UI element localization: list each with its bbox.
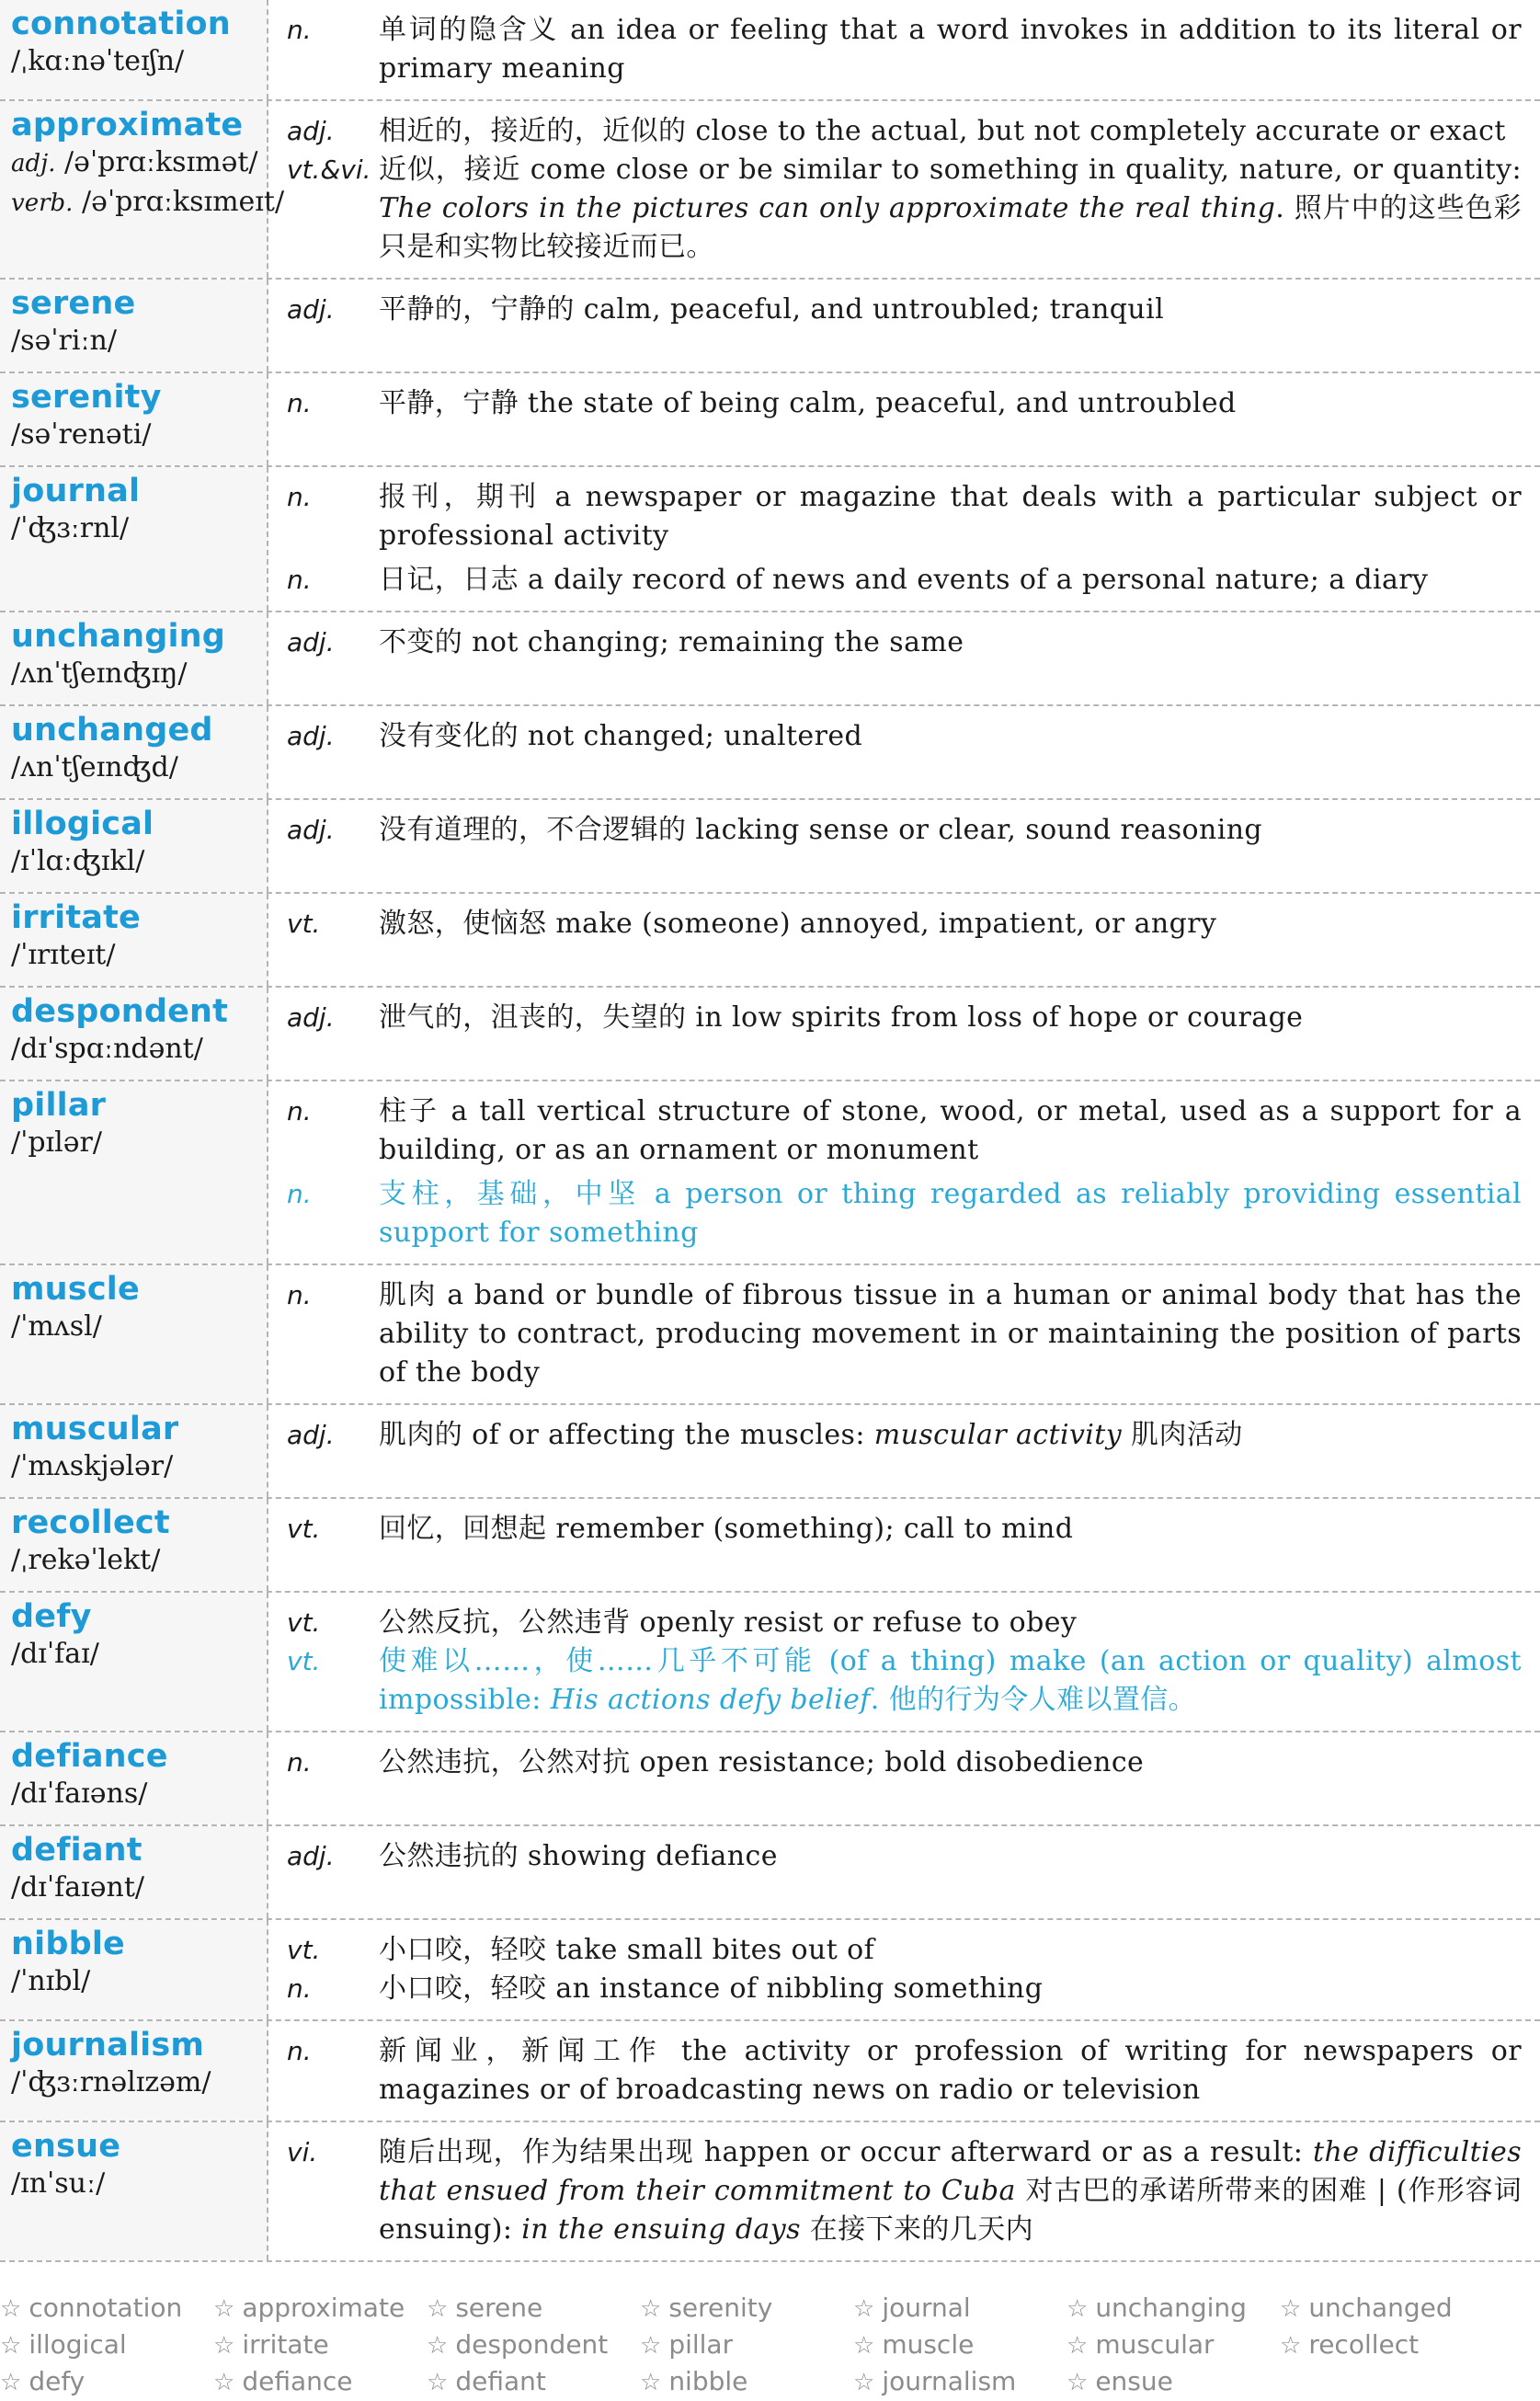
entry-serenity [0, 372, 1540, 465]
index-item-pillar[interactable] [640, 2327, 853, 2363]
part-of-speech: vt.&vi. [287, 154, 371, 185]
headword: approximate [11, 107, 244, 143]
part-of-speech: n. [287, 482, 312, 512]
index-word: journal [882, 2292, 971, 2323]
index-item-nibble[interactable] [640, 2363, 853, 2400]
entry-muscle [0, 1263, 1540, 1403]
definition [379, 905, 1522, 943]
senses-column [268, 988, 1540, 1080]
star-icon: ☆ [1067, 2369, 1089, 2396]
star-icon: ☆ [0, 2369, 22, 2396]
definition-text: 日记，日志 a daily record of news and events of a personal nature; a diary [379, 564, 1429, 596]
part-of-speech: n. [287, 565, 312, 595]
part-of-speech: vi. [287, 2137, 318, 2167]
senses-column [268, 800, 1540, 892]
star-icon: ☆ [0, 2295, 22, 2323]
phonetic-line [11, 655, 267, 693]
definition-text: 相近的，接近的，近似的 close to the actual, but not completely accurate or exact [379, 115, 1506, 147]
sense [268, 1642, 1522, 1720]
word-column [0, 280, 268, 372]
index-item-unchanged[interactable] [1280, 2290, 1493, 2327]
definition [379, 1931, 1522, 1970]
word-column [0, 2122, 268, 2260]
part-of-speech: adj. [287, 116, 335, 146]
definition-text: 小口咬，轻咬 take small bites out of [379, 1934, 875, 1966]
senses-column [268, 706, 1540, 798]
index-word: defiant [455, 2366, 546, 2396]
phonetic-line [11, 1635, 267, 1674]
phonetic-line [11, 936, 267, 975]
definition [379, 811, 1522, 850]
part-of-speech: adj. [287, 294, 335, 325]
star-icon: ☆ [1280, 2295, 1302, 2323]
senses-column [268, 612, 1540, 704]
index-word: recollect [1308, 2329, 1420, 2360]
star-icon: ☆ [213, 2369, 235, 2396]
index-word: unchanged [1308, 2292, 1453, 2323]
example-text: the difficulties that ensued from their commitment to Cuba [379, 2136, 1523, 2207]
definition-text: 柱子 a tall vertical structure of stone, wood, or metal, used as a support for a building, or as an ornament or monument [379, 1095, 1522, 1166]
index-word: unchanging [1095, 2292, 1247, 2323]
definition-text: 单词的隐含义 an idea or feeling that a word invokes in addition to its literal or primary meaning [379, 14, 1522, 85]
star-icon: ☆ [640, 2295, 662, 2323]
word-column [0, 988, 268, 1080]
senses-column [268, 894, 1540, 986]
sense [268, 151, 1522, 267]
definition-text: 公然违抗的 showing defiance [379, 1840, 778, 1872]
definition-text: 随后出现，作为结果出现 happen or occur afterward or as a result: [379, 2136, 1314, 2168]
word-column [0, 2021, 268, 2121]
part-of-speech: adj. [287, 1002, 335, 1033]
phonetic-line [11, 2165, 267, 2203]
part-of-speech: adj. [287, 721, 335, 751]
word-column [0, 1920, 268, 2019]
index-item-muscle[interactable] [853, 2327, 1067, 2363]
definition-text: 对古巴的承诺所带来的困难 | (作形容词 ensuing): [379, 2175, 1522, 2246]
part-of-speech: adj. [287, 1841, 335, 1871]
word-column [0, 1081, 268, 1263]
part-of-speech: adj. [287, 627, 335, 657]
word-column [0, 1826, 268, 1918]
phonetic-ipa: /ˈmʌsl/ [11, 1310, 102, 1343]
index-word: connotation [29, 2292, 183, 2323]
word-column [0, 612, 268, 704]
part-of-speech: vt. [287, 909, 321, 939]
part-of-speech: vt. [287, 1935, 321, 1965]
senses-column [268, 0, 1540, 99]
headword: illogical [11, 806, 154, 842]
index-word: pillar [668, 2329, 734, 2360]
definition-text: 小口咬，轻咬 an instance of nibbling something [379, 1972, 1044, 2005]
senses-column [268, 101, 1540, 278]
entry-defy [0, 1591, 1540, 1731]
senses-column [268, 280, 1540, 372]
phonetic-line [11, 1030, 267, 1069]
phonetic-ipa: /ˈɪrɪteɪt/ [11, 939, 116, 971]
senses-column [268, 467, 1540, 611]
sense [268, 561, 1522, 600]
definition [379, 2133, 1522, 2249]
headword: nibble [11, 1926, 125, 1962]
headword: muscle [11, 1271, 140, 1308]
definition [379, 717, 1522, 756]
entry-connotation [0, 0, 1540, 99]
definition-text: . 他的行为令人难以置信。 [870, 1684, 1197, 1716]
index-word: illogical [29, 2329, 127, 2360]
phonetic-pos: verb. [11, 189, 74, 217]
word-column [0, 706, 268, 798]
headword: unchanging [11, 618, 226, 655]
entry-journal [0, 465, 1540, 611]
index-word: serenity [668, 2292, 773, 2323]
word-column [0, 1265, 268, 1403]
sense [268, 11, 1522, 88]
senses-column [268, 1405, 1540, 1497]
entry-defiant [0, 1824, 1540, 1918]
word-column [0, 800, 268, 892]
sense [268, 717, 1522, 756]
senses-column [268, 1265, 1540, 1403]
index-item-serene[interactable] [427, 2290, 640, 2327]
phonetic-pos: adj. [11, 150, 56, 177]
definition [379, 478, 1522, 555]
phonetic-ipa: /ˌkɑːnəˈteɪʃn/ [11, 45, 185, 77]
phonetic-ipa: /səˈrenəti/ [11, 418, 152, 451]
entry-ensue [0, 2121, 1540, 2260]
headword: journalism [11, 2027, 205, 2064]
phonetic-line [11, 1775, 267, 1813]
index-item-recollect[interactable] [1280, 2327, 1493, 2363]
index-word: muscular [1095, 2329, 1215, 2360]
headword: despondent [11, 993, 229, 1030]
star-icon: ☆ [853, 2295, 875, 2323]
phonetic-line [11, 183, 285, 223]
entry-unchanging [0, 611, 1540, 704]
word-column [0, 0, 268, 99]
part-of-speech: n. [287, 1973, 312, 2004]
headword: pillar [11, 1087, 107, 1124]
phonetic-line [11, 1869, 267, 1907]
phonetic-ipa: /əˈprɑːksɪmeɪt/ [81, 186, 285, 218]
index-word: ensue [1095, 2366, 1173, 2396]
phonetic-ipa: /dɪˈfaɪəns/ [11, 1778, 148, 1810]
index-word: defiance [242, 2366, 353, 2396]
definition [379, 291, 1522, 329]
sense [268, 1416, 1522, 1455]
headword: defy [11, 1598, 92, 1635]
index-item-defiant[interactable] [427, 2363, 640, 2400]
sense [268, 2032, 1522, 2109]
phonetic-ipa: /ʌnˈtʃeɪnʤɪŋ/ [11, 657, 188, 690]
index-item-ensue[interactable] [1067, 2363, 1280, 2400]
senses-column [268, 1826, 1540, 1918]
index-item-unchanging[interactable] [1067, 2290, 1280, 2327]
star-icon: ☆ [1067, 2332, 1089, 2360]
phonetic-ipa: /səˈriːn/ [11, 325, 117, 357]
index-row [0, 2327, 1540, 2363]
definition [379, 1175, 1522, 1252]
part-of-speech: adj. [287, 815, 335, 845]
definition [379, 2032, 1522, 2109]
phonetic-line [11, 416, 267, 454]
entry-serene [0, 278, 1540, 372]
headword: recollect [11, 1504, 170, 1541]
definition-text: 使难以……，使……几乎不可能 (of a thing) make (an action or quality) almost impossible: [379, 1645, 1522, 1716]
senses-column [268, 1920, 1540, 2019]
star-icon: ☆ [853, 2369, 875, 2396]
definition-text: 平静，宁静 the state of being calm, peaceful, and untroubled [379, 387, 1237, 419]
phonetic-ipa: /dɪˈfaɪ/ [11, 1638, 99, 1670]
phonetic-line [11, 143, 267, 183]
sense [268, 1837, 1522, 1876]
definition-text: 激怒，使恼怒 make (someone) annoyed, impatient, or angry [379, 908, 1217, 940]
definition [379, 1642, 1522, 1720]
definition [379, 1604, 1522, 1642]
senses-column [268, 2122, 1540, 2260]
part-of-speech: n. [287, 1096, 312, 1126]
index-item-illogical[interactable] [0, 2327, 213, 2363]
phonetic-ipa: /ʌnˈtʃeɪnʤd/ [11, 751, 178, 783]
sense [268, 1175, 1522, 1252]
sense [268, 1510, 1522, 1549]
entry-illogical [0, 798, 1540, 892]
phonetic-line [11, 1447, 267, 1486]
sense [268, 1604, 1522, 1642]
index-word: muscle [882, 2329, 975, 2360]
word-column [0, 467, 268, 611]
part-of-speech: adj. [287, 1420, 335, 1450]
definition-text: 回忆，回想起 remember (something); call to mind [379, 1513, 1074, 1545]
star-icon: ☆ [1067, 2295, 1089, 2323]
entry-irritate [0, 892, 1540, 986]
phonetic-line [11, 1124, 267, 1162]
definition-text: 公然违抗，公然对抗 open resistance; bold disobedience [379, 1746, 1145, 1778]
index-item-irritate[interactable] [213, 2327, 427, 2363]
phonetic-ipa: /dɪˈspɑːndənt/ [11, 1033, 203, 1065]
phonetic-line [11, 2064, 267, 2102]
star-icon: ☆ [213, 2332, 235, 2360]
definition-text: 新闻业，新闻工作 the activity or profession of writing for newspapers or magazines or of broadcasting news on radio or television [379, 2035, 1522, 2106]
definition [379, 112, 1522, 151]
index-word: despondent [455, 2329, 609, 2360]
headword: defiant [11, 1832, 143, 1869]
example-text: muscular activity [873, 1419, 1123, 1451]
phonetic-line [11, 842, 267, 881]
phonetic-line [11, 42, 267, 81]
word-column [0, 101, 285, 278]
definition-text: 近似，接近 come close or be similar to something in quality, nature, or quantity: [379, 154, 1522, 186]
word-index [0, 2290, 1540, 2400]
entry-pillar [0, 1080, 1540, 1263]
sense [268, 478, 1522, 555]
senses-column [268, 1732, 1540, 1824]
definition [379, 1970, 1522, 2008]
definition-text: 没有道理的，不合逻辑的 lacking sense or clear, sound reasoning [379, 814, 1263, 846]
headword: ensue [11, 2128, 121, 2165]
part-of-speech: n. [287, 2036, 312, 2066]
index-row [0, 2363, 1540, 2400]
definition [379, 1510, 1522, 1549]
index-item-connotation[interactable] [0, 2290, 213, 2327]
definition-text: 肌肉活动 [1122, 1419, 1243, 1451]
word-column [0, 373, 268, 465]
phonetic-ipa: /ˌrekəˈlekt/ [11, 1544, 161, 1576]
entry-journalism [0, 2019, 1540, 2121]
headword: irritate [11, 899, 141, 936]
example-text: in the ensuing days [521, 2213, 801, 2246]
sense [268, 811, 1522, 850]
definition [379, 384, 1522, 423]
definition [379, 1837, 1522, 1876]
entry-recollect [0, 1497, 1540, 1591]
phonetic-ipa: /ˈmʌskjələr/ [11, 1450, 174, 1482]
star-icon: ☆ [213, 2295, 235, 2323]
definition [379, 1276, 1522, 1392]
sense [268, 1931, 1522, 1970]
sense [268, 1744, 1522, 1782]
entry-unchanged [0, 704, 1540, 798]
index-row [0, 2290, 1540, 2327]
part-of-speech: n. [287, 1747, 312, 1778]
part-of-speech: vt. [287, 1607, 321, 1638]
phonetic-ipa: /ˈnɪbl/ [11, 1965, 91, 1997]
headword: connotation [11, 6, 231, 42]
sense [268, 291, 1522, 329]
star-icon: ☆ [427, 2332, 449, 2360]
phonetic-ipa: /ɪnˈsuː/ [11, 2167, 106, 2200]
star-icon: ☆ [427, 2369, 449, 2396]
index-word: nibble [668, 2366, 748, 2396]
entry-muscular [0, 1403, 1540, 1497]
word-column [0, 1732, 268, 1824]
star-icon: ☆ [427, 2295, 449, 2323]
headword: journal [11, 473, 141, 509]
sense [268, 1970, 1522, 2008]
index-word: serene [455, 2292, 543, 2323]
star-icon: ☆ [640, 2369, 662, 2396]
phonetic-ipa: /dɪˈfaɪənt/ [11, 1871, 144, 1904]
example-text: His actions defy belief [550, 1684, 871, 1716]
index-item-approximate[interactable] [213, 2290, 427, 2327]
definition-text: . 照片中的这些色彩只是和实物比较接近而已。 [379, 192, 1522, 263]
index-item-defiance[interactable] [213, 2363, 427, 2400]
definition-text: 肌肉 a band or bundle of fibrous tissue in a human or animal body that has the ability to contract, producing movement in or maintaining the position of parts of the body [379, 1279, 1522, 1389]
entry-defiance [0, 1731, 1540, 1824]
definition [379, 1416, 1522, 1455]
definition-text: 报刊，期刊 a newspaper or magazine that deals with a particular subject or professional activity [379, 481, 1522, 552]
index-item-muscular[interactable] [1067, 2327, 1280, 2363]
phonetic-ipa: /ɪˈlɑːʤɪkl/ [11, 845, 145, 877]
index-item-despondent[interactable] [427, 2327, 640, 2363]
definition [379, 11, 1522, 88]
phonetic-ipa: /ˈʤɜːrnl/ [11, 512, 130, 544]
phonetic-line [11, 1541, 267, 1580]
definition [379, 561, 1522, 600]
sense [268, 623, 1522, 662]
star-icon: ☆ [853, 2332, 875, 2360]
sense [268, 384, 1522, 423]
senses-column [268, 373, 1540, 465]
part-of-speech: n. [287, 15, 312, 45]
sense [268, 112, 1522, 151]
example-text: The colors in the pictures can only approximate the real thing [379, 192, 1276, 224]
index-item-journalism[interactable] [853, 2363, 1067, 2400]
part-of-speech: vt. [287, 1514, 321, 1544]
star-icon: ☆ [640, 2332, 662, 2360]
phonetic-line [11, 322, 267, 360]
sense [268, 1092, 1522, 1170]
star-icon: ☆ [1280, 2332, 1302, 2360]
definition-text: 公然反抗，公然违背 openly resist or refuse to obey [379, 1606, 1078, 1639]
sense [268, 1276, 1522, 1392]
sense [268, 999, 1522, 1037]
part-of-speech: vt. [287, 1646, 321, 1676]
sense [268, 2133, 1522, 2249]
senses-column [268, 1081, 1540, 1263]
senses-column [268, 1499, 1540, 1591]
headword: serene [11, 285, 136, 322]
index-word: approximate [242, 2292, 405, 2323]
definition [379, 1744, 1522, 1782]
headword: defiance [11, 1738, 168, 1775]
headword: serenity [11, 379, 162, 416]
part-of-speech: n. [287, 388, 312, 418]
sense [268, 905, 1522, 943]
definition [379, 623, 1522, 662]
phonetic-line [11, 749, 267, 787]
entry-despondent [0, 986, 1540, 1080]
definition [379, 999, 1522, 1037]
word-column [0, 1593, 268, 1731]
definition-text: 泄气的，沮丧的，失望的 in low spirits from loss of hope or courage [379, 1001, 1304, 1034]
definition-text: 支柱，基础，中坚 a person or thing regarded as reliably providing essential support for something [379, 1178, 1522, 1249]
definition-text: 不变的 not changing; remaining the same [379, 626, 964, 658]
phonetic-line [11, 509, 267, 548]
definition [379, 151, 1522, 267]
phonetic-line [11, 1962, 267, 2001]
senses-column [268, 1593, 1540, 1731]
definition-text: 没有变化的 not changed; unaltered [379, 720, 863, 752]
phonetic-line [11, 1308, 267, 1346]
definition-text: 肌肉的 of or affecting the muscles: [379, 1419, 874, 1451]
part-of-speech: n. [287, 1179, 312, 1209]
phonetic-ipa: /ˈʤɜːrnəlɪzəm/ [11, 2066, 211, 2098]
senses-column [268, 2021, 1540, 2121]
star-icon: ☆ [0, 2332, 22, 2360]
definition-text: 在接下来的几天内 [800, 2213, 1034, 2246]
index-word: journalism [882, 2366, 1017, 2396]
index-item-serenity[interactable] [640, 2290, 853, 2327]
headword: unchanged [11, 712, 213, 749]
index-word: defy [29, 2366, 86, 2396]
index-item-journal[interactable] [853, 2290, 1067, 2327]
part-of-speech: n. [287, 1280, 312, 1310]
entry-approximate [0, 99, 1540, 278]
entry-nibble [0, 1918, 1540, 2019]
index-item-defy[interactable] [0, 2363, 213, 2400]
phonetic-ipa: /ˈpɪlər/ [11, 1126, 102, 1159]
headword: muscular [11, 1411, 179, 1447]
definition-text: 平静的，宁静的 calm, peaceful, and untroubled; tranquil [379, 293, 1165, 326]
word-column [0, 1405, 268, 1497]
index-word: irritate [242, 2329, 329, 2360]
word-column [0, 894, 268, 986]
phonetic-ipa: /əˈprɑːksɪmət/ [64, 146, 258, 178]
word-column [0, 1499, 268, 1591]
definition [379, 1092, 1522, 1170]
